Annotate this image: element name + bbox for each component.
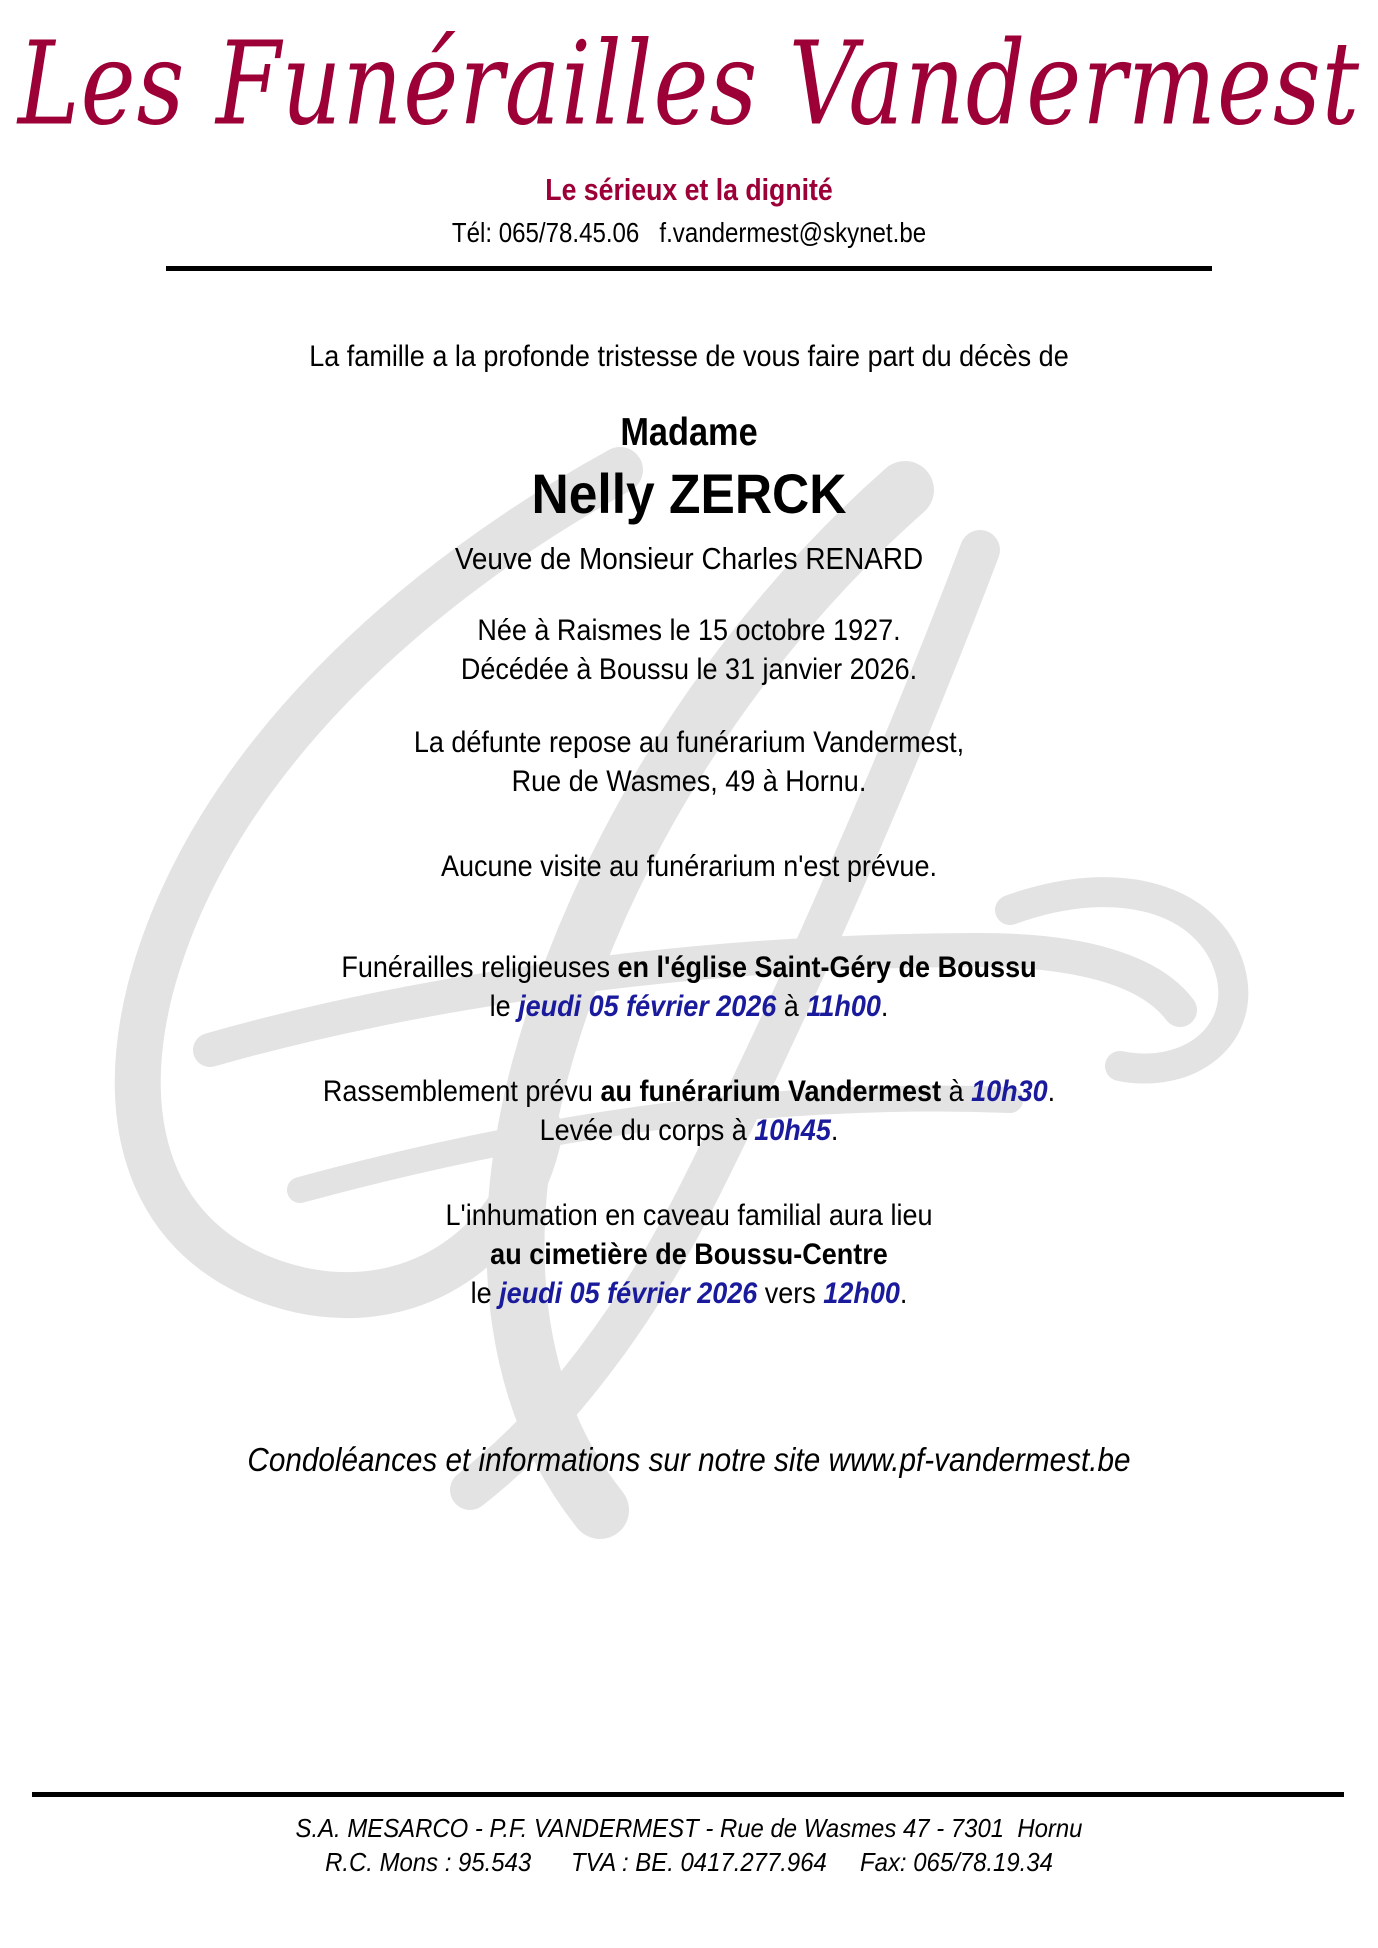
religious-time: 11h00 <box>806 990 881 1024</box>
gathering-period: . <box>1047 1075 1056 1109</box>
deceased-name: Nelly ZERCK <box>531 462 847 526</box>
company-title: Les Funérailles Vandermest <box>17 17 1361 151</box>
burial-place: au cimetière de Boussu-Centre <box>490 1238 888 1272</box>
footer-divider <box>32 1792 1344 1797</box>
footer-line-2: R.C. Mons : 95.543 TVA : BE. 0417.277.964 Fax: 065/78.19.34 <box>325 1846 1053 1877</box>
burial-le: le <box>470 1277 500 1311</box>
religious-place: en l'église Saint-Géry de Boussu <box>617 951 1037 985</box>
religious-service-line-1 <box>69 948 1309 987</box>
religious-date: jeudi 05 février 2026 <box>518 990 777 1024</box>
website-line: Condoléances et informations sur notre site www.pf-vandermest.be <box>247 1441 1131 1479</box>
burial-line-2 <box>69 1235 1309 1274</box>
visits-line: Aucune visite au funérarium n'est prévue. <box>441 850 937 884</box>
lifting-period: . <box>830 1114 839 1148</box>
burial-time: 12h00 <box>823 1277 900 1311</box>
gathering-a: à <box>941 1075 972 1109</box>
religious-service-line-2 <box>69 987 1309 1026</box>
lifting-time: 10h45 <box>754 1114 831 1148</box>
spouse-relation: Veuve de Monsieur Charles RENARD <box>454 541 924 577</box>
lifting-line <box>69 1111 1309 1150</box>
company-contact: Tél: 065/78.45.06 f.vandermest@skynet.be <box>451 217 927 249</box>
legal-footer <box>0 1812 1378 1880</box>
religious-a: à <box>776 990 807 1024</box>
announcement-body <box>0 271 1378 1479</box>
birth-line: Née à Raismes le 15 octobre 1927. <box>477 614 901 648</box>
burial-date: jeudi 05 février 2026 <box>499 1277 758 1311</box>
repose-line-1: La défunte repose au funérarium Vandermest, <box>413 726 965 760</box>
gathering-place: au funérarium Vandermest <box>600 1075 942 1109</box>
honorific: Madame <box>620 411 758 455</box>
burial-period: . <box>899 1277 908 1311</box>
lifting-prefix: Levée du corps à <box>539 1114 755 1148</box>
repose-line-2: Rue de Wasmes, 49 à Hornu. <box>511 765 867 799</box>
burial-line-3 <box>69 1274 1309 1313</box>
company-tagline: Le sérieux et la dignité <box>545 172 833 208</box>
gathering-prefix: Rassemblement prévu <box>322 1075 601 1109</box>
death-line: Décédée à Boussu le 31 janvier 2026. <box>460 653 918 687</box>
gathering-time: 10h30 <box>971 1075 1048 1109</box>
intro-text: La famille a la profonde tristesse de vous faire part du décès de <box>309 340 1069 374</box>
religious-le: le <box>489 990 519 1024</box>
burial-line-1: L'inhumation en caveau familial aura lieu <box>445 1199 933 1233</box>
gathering-line <box>69 1072 1309 1111</box>
burial-vers: vers <box>757 1277 824 1311</box>
religious-prefix: Funérailles religieuses <box>341 951 618 985</box>
footer-line-1: S.A. MESARCO - P.F. VANDERMEST - Rue de Wasmes 47 - 7301 Hornu <box>295 1813 1083 1843</box>
masthead <box>0 0 1378 271</box>
religious-period: . <box>880 990 889 1024</box>
